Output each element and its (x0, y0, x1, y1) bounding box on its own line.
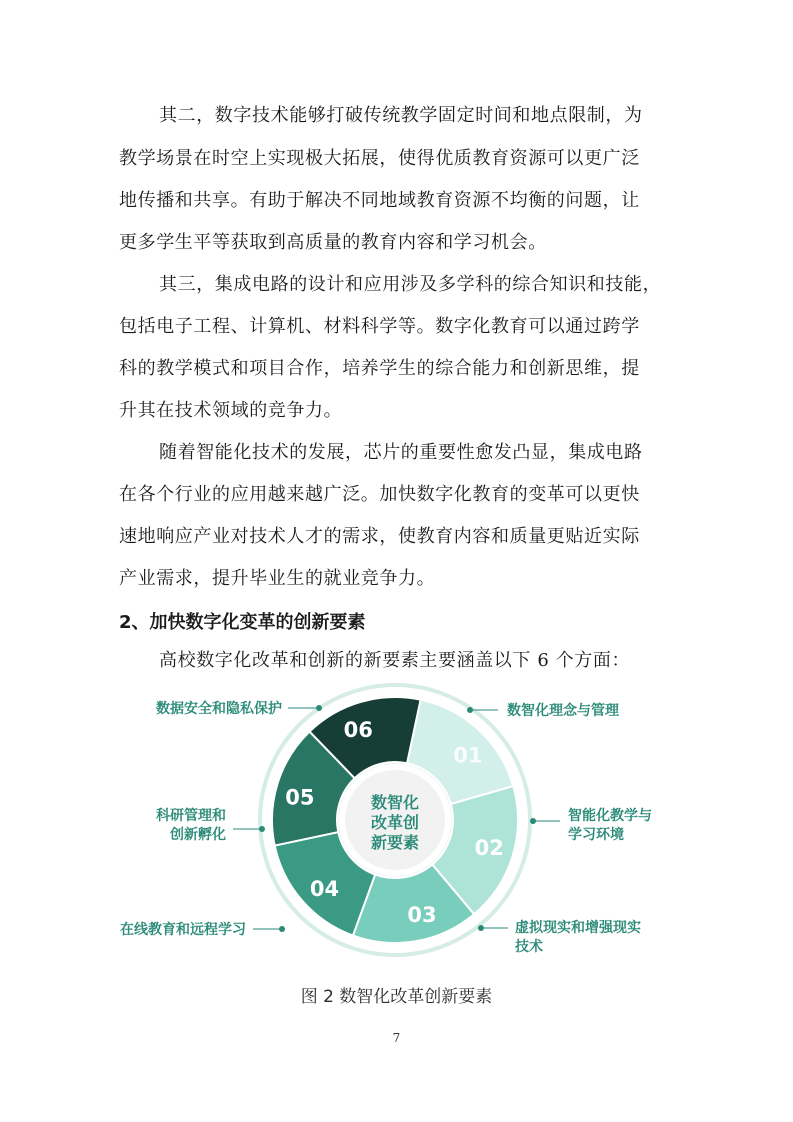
figure-caption: 图 2 数智化改革创新要素 (300, 987, 493, 1007)
segment-label-03: 技术 (515, 939, 543, 955)
segment-number-02: 02 (474, 836, 504, 861)
paragraph-2-line-3: 科的教学模式和项目合作，培养学生的综合能力和创新思维，提 (119, 358, 640, 379)
paragraph-3-line-1: 随着智能化技术的发展，芯片的重要性愈发凸显，集成电路 (159, 442, 643, 463)
segment-number-03: 03 (407, 903, 437, 928)
leader-dot-03 (478, 925, 484, 931)
segment-label-03: 虚拟现实和增强现实 (515, 920, 641, 936)
page-number: 7 (392, 1031, 401, 1045)
segment-label-02: 学习环境 (568, 827, 624, 843)
segment-number-04: 04 (309, 877, 340, 902)
segment-label-04: 在线教育和远程学习 (120, 922, 246, 938)
segment-label-05: 创新孵化 (170, 827, 226, 843)
leader-dot-05 (259, 826, 265, 832)
paragraph-3-line-3: 速地响应产业对技术人才的需求，使教育内容和质量更贴近实际 (119, 526, 640, 547)
paragraph-3-line-4: 产业需求，提升毕业生的就业竞争力。 (119, 568, 436, 589)
segment-label-05: 科研管理和 (156, 808, 226, 824)
paragraph-2-line-1: 其三，集成电路的设计和应用涉及多学科的综合知识和技能， (159, 274, 662, 295)
paragraph-1-line-2: 教学场景在时空上实现极大拓展，使得优质教育资源可以更广泛 (119, 148, 640, 169)
center-title-line: 新要素 (370, 833, 420, 852)
section-heading: 2、加快数字化变革的创新要素 (119, 612, 366, 633)
paragraph-2-line-4: 升其在技术领域的竞争力。 (119, 400, 343, 421)
leader-dot-02 (530, 818, 536, 824)
segment-number-05: 05 (285, 785, 315, 810)
center-title-line: 数智化 (370, 793, 420, 812)
segment-label-06: 数据安全和隐私保护 (156, 701, 282, 717)
segment-number-01: 01 (453, 743, 483, 768)
center-title-line: 改革创 (370, 813, 420, 832)
segment-label-02: 智能化教学与 (568, 808, 652, 824)
leader-dot-01 (467, 707, 473, 713)
leader-dot-04 (279, 926, 285, 932)
intro-text: 高校数字化改革和创新的新要素主要涵盖以下 6 个方面： (159, 650, 631, 671)
paragraph-2-line-2: 包括电子工程、计算机、材料科学等。数字化教育可以通过跨学 (119, 316, 640, 337)
segment-number-06: 06 (343, 718, 373, 743)
paragraph-1-line-3: 地传播和共享。有助于解决不同地域教育资源不均衡的问题，让 (119, 190, 640, 211)
leader-dot-06 (316, 705, 322, 711)
segment-label-01: 数智化理念与管理 (507, 703, 619, 719)
paragraph-3-line-2: 在各个行业的应用越来越广泛。加快数字化教育的变革可以更快 (119, 484, 640, 505)
paragraph-1-line-4: 更多学生平等获取到高质量的教育内容和学习机会。 (119, 232, 547, 253)
paragraph-1-line-1: 其二，数字技术能够打破传统教学固定时间和地点限制，为 (159, 105, 643, 126)
